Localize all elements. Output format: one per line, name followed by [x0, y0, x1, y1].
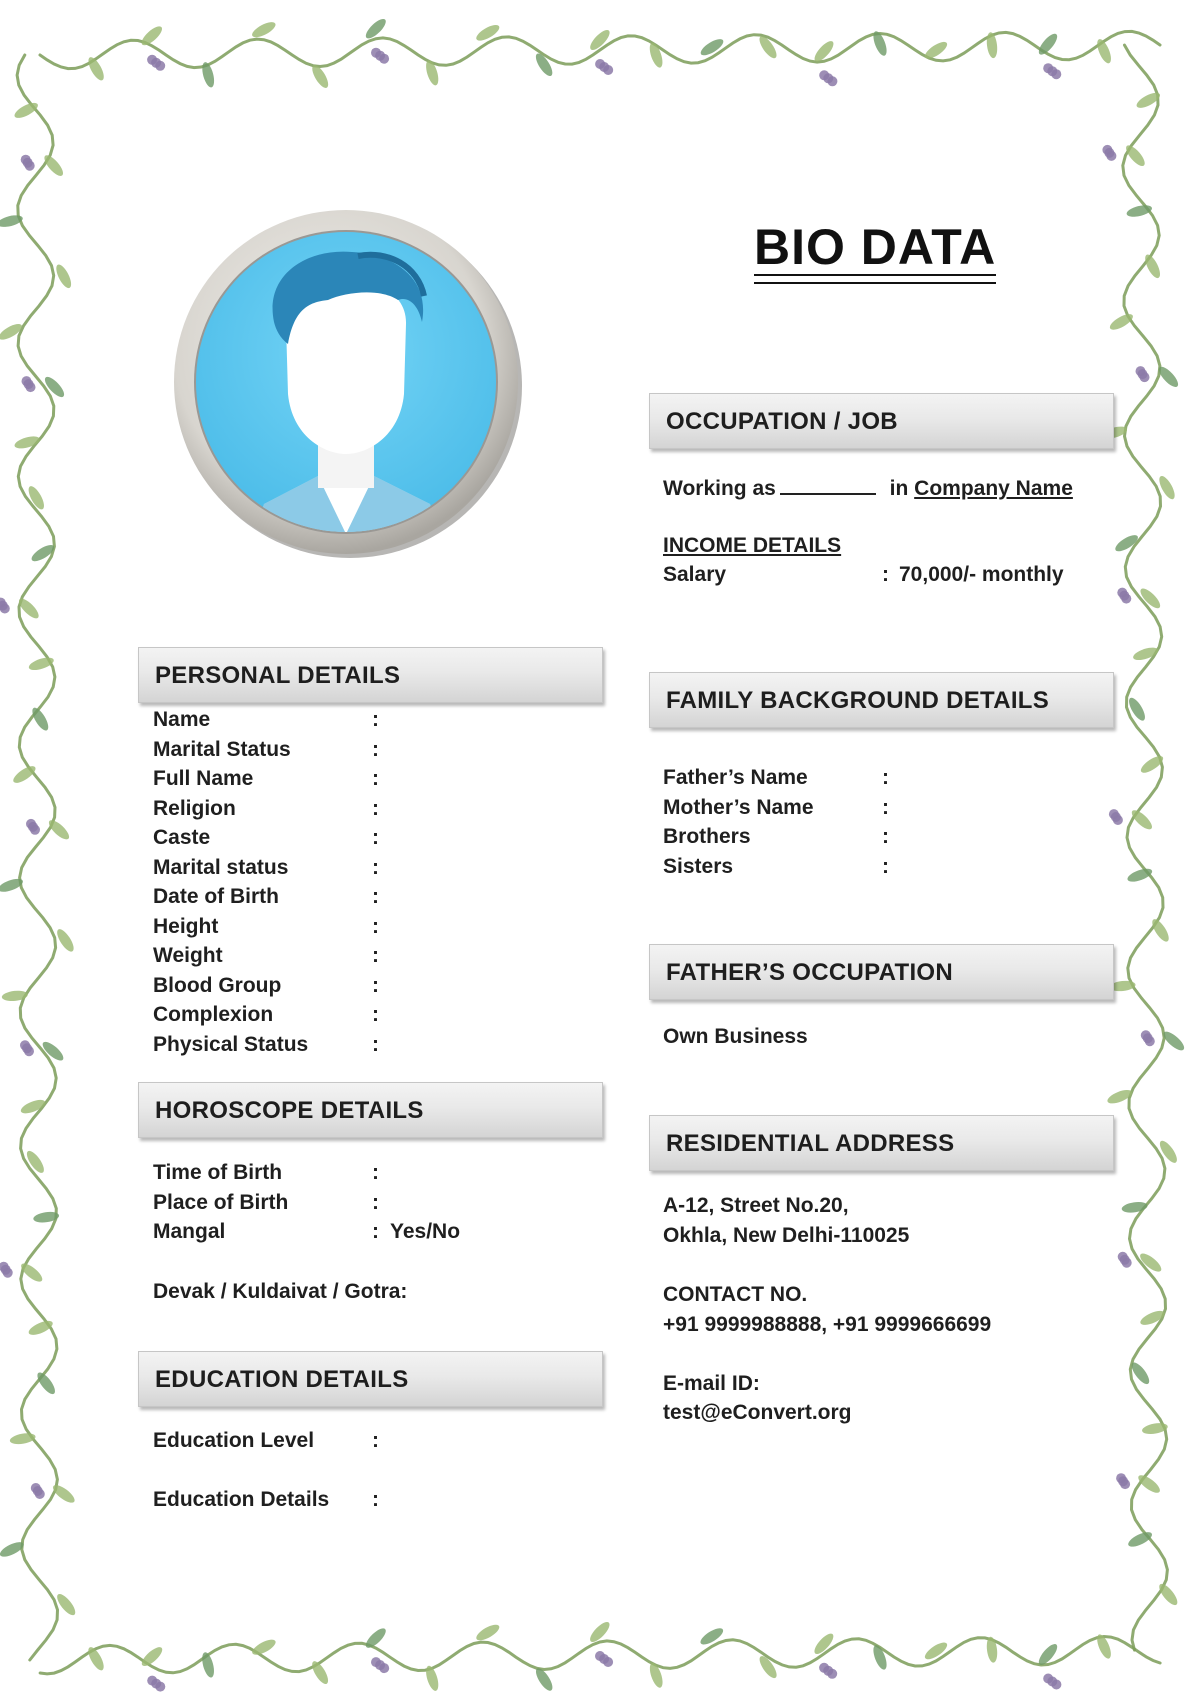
residential-address-header: RESIDENTIAL ADDRESS: [649, 1115, 1114, 1171]
profile-avatar-icon: [168, 204, 524, 560]
detail-colon: :: [372, 708, 379, 731]
detail-colon: :: [372, 1429, 379, 1452]
company-name: Company Name: [914, 477, 1073, 500]
detail-label: Date of Birth: [153, 885, 279, 908]
detail-label: Weight: [153, 944, 223, 967]
family-background-header: FAMILY BACKGROUND DETAILS: [649, 672, 1114, 728]
working-as-label: Working as: [663, 477, 776, 500]
occupation-header: OCCUPATION / JOB: [649, 393, 1114, 449]
personal-details-header: PERSONAL DETAILS: [138, 647, 603, 703]
salary-value: 70,000/- monthly: [899, 563, 1064, 586]
detail-colon: :: [372, 737, 379, 761]
horoscope-details-header: HOROSCOPE DETAILS: [138, 1082, 603, 1138]
detail-colon: :: [372, 914, 379, 938]
detail-label: Brothers: [663, 825, 751, 848]
email-label: E-mail ID:: [663, 1372, 760, 1395]
detail-colon: :: [372, 885, 379, 908]
detail-colon: :: [372, 826, 379, 849]
detail-colon: :: [372, 796, 379, 820]
income-heading: INCOME DETAILS: [663, 534, 842, 557]
address-line-2: Okhla, New Delhi-110025: [663, 1224, 910, 1247]
detail-colon: :: [372, 1488, 379, 1511]
salary-colon: :: [882, 563, 889, 586]
detail-label: Caste: [153, 826, 211, 849]
contact-label: CONTACT NO.: [663, 1283, 808, 1306]
education-details-header: EDUCATION DETAILS: [138, 1351, 603, 1407]
detail-value: Yes/No: [390, 1220, 461, 1243]
detail-label: Father’s Name: [663, 766, 808, 789]
detail-label: Height: [153, 914, 219, 938]
detail-label: Blood Group: [153, 973, 282, 997]
detail-colon: :: [372, 973, 379, 997]
detail-colon: :: [372, 1220, 379, 1243]
detail-label: Physical Status: [153, 1032, 309, 1056]
detail-colon: :: [882, 766, 889, 789]
detail-colon: :: [372, 1003, 379, 1026]
detail-label: Religion: [153, 796, 236, 820]
detail-label: Sisters: [663, 854, 734, 878]
detail-label: Mother’s Name: [663, 795, 814, 819]
detail-colon: :: [372, 1190, 379, 1214]
detail-colon: :: [372, 767, 379, 790]
detail-colon: :: [882, 795, 889, 819]
detail-label: Marital status: [153, 855, 289, 879]
fathers-occupation-value: Own Business: [663, 1025, 808, 1048]
detail-label: Complexion: [153, 1003, 274, 1026]
detail-label: Mangal: [153, 1220, 226, 1243]
detail-colon: :: [372, 944, 379, 967]
contact-value: +91 9999988888, +91 9999666699: [663, 1313, 992, 1336]
detail-colon: :: [882, 825, 889, 848]
detail-colon: :: [372, 1032, 379, 1056]
detail-label: Education Level: [153, 1429, 315, 1452]
detail-label: Name: [153, 708, 211, 731]
page-title: BIO DATA: [754, 219, 997, 275]
detail-label: Place of Birth: [153, 1190, 289, 1214]
detail-colon: :: [882, 854, 889, 878]
email-value[interactable]: test@eConvert.org: [663, 1401, 852, 1424]
occupation-blank: [780, 475, 876, 495]
detail-label: Time of Birth: [153, 1161, 283, 1184]
detail-colon: :: [372, 855, 379, 879]
detail-label: Education Details: [153, 1488, 330, 1511]
detail-label: Full Name: [153, 767, 254, 790]
fathers-occupation-header: FATHER’S OCCUPATION: [649, 944, 1114, 1000]
salary-label: Salary: [663, 563, 727, 586]
working-as-line: [663, 475, 1073, 501]
detail-colon: :: [372, 1161, 379, 1184]
gotra-label: Devak / Kuldaivat / Gotra:: [153, 1280, 408, 1303]
in-label: in: [889, 477, 909, 500]
detail-label: Marital Status: [153, 737, 291, 761]
address-line-1: A-12, Street No.20,: [663, 1194, 849, 1217]
